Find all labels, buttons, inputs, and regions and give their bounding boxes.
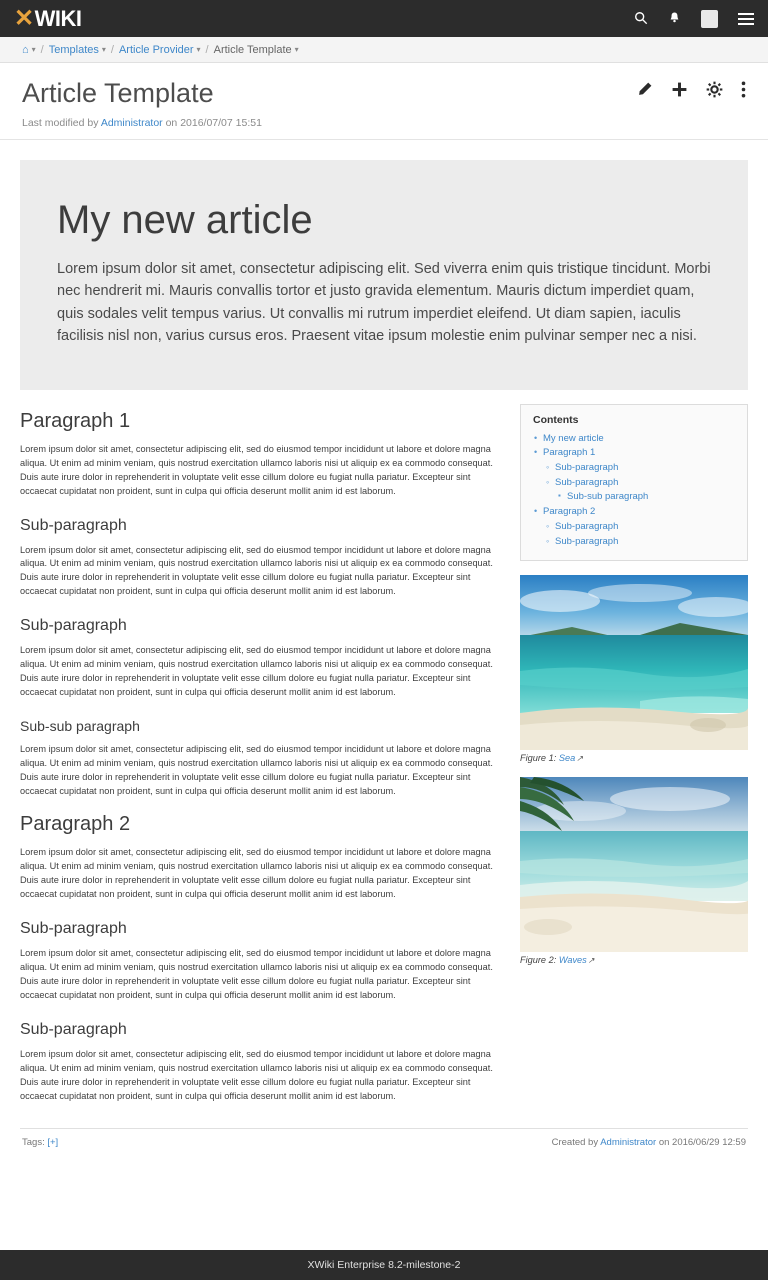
toc-item[interactable] [533,476,735,491]
document-icon[interactable] [701,10,718,28]
settings-gear-icon[interactable] [706,81,723,101]
logo-x-icon: ✕ [14,5,34,32]
figure-1-caption-link[interactable]: Sea [558,753,576,764]
figure-1-caption-prefix: Figure 1: [520,753,557,764]
page-meta-prefix: Last modified by [22,116,99,129]
breadcrumb-caret-0[interactable]: ▾ [31,45,36,54]
toc-item[interactable] [533,535,735,550]
heading-paragraph-1: Paragraph 1 [20,409,131,432]
figure-1-caption [520,753,748,763]
version-text: XWiki Enterprise 8.2-milestone-2 [307,1259,461,1271]
edit-pencil-icon[interactable] [636,81,653,101]
breadcrumb-separator-2: / [205,43,209,56]
waves-photo[interactable] [520,777,748,952]
breadcrumb-item-templates[interactable]: Templates [48,43,99,56]
breadcrumb-item-current: Article Template [213,43,292,56]
tags-area [22,1137,552,1148]
main-content-column [20,404,500,1119]
paragraph-body-6: Lorem ipsum dolor sit amet, consectetur adipiscing elit, sed do eiusmod tempor incididunt ut labore et dolore magna aliqua. Ut enim ad minim veniam, quis nostrud exercitation ullamco laboris nisi ut aliquip ex ea commodo consequat. Duis aute irure dolor in reprehenderit in voluptate velit esse cillum dolore eu fugiat nulla pariatur. Excepteur sint occaecat cupidatat non proident, sunt in culpa qui officia deserunt mollit anim id est laborum. [20,948,493,1001]
paragraph-body-2: Lorem ipsum dolor sit amet, consectetur adipiscing elit, sed do eiusmod tempor incididunt ut labore et dolore magna aliqua. Ut enim ad minim veniam, quis nostrud exercitation ullamco laboris nisi ut aliquip ex ea commodo consequat. Duis aute irure dolor in reprehenderit in voluptate velit esse cillum dolore eu fugiat nulla pariatur. Excepteur sint occaecat cupidatat non proident, sunt in culpa qui officia deserunt mollit anim id est laborum. [20,544,493,597]
document-footer [20,1128,748,1156]
search-icon[interactable] [634,11,648,27]
heading-paragraph-2: Paragraph 2 [20,813,131,836]
top-navigation-bar [0,0,768,37]
topbar-icon-group [634,10,754,28]
sidebar-column [520,404,748,1119]
figure-2-caption-prefix: Figure 2: [520,955,557,966]
hero-title: My new article [57,197,313,242]
notifications-bell-icon[interactable] [668,11,681,27]
toc-item[interactable] [533,505,735,520]
add-plus-icon[interactable] [671,81,688,101]
toc-link-7[interactable]: Sub-paragraph [555,535,619,547]
breadcrumb [0,37,768,63]
toc-item[interactable] [533,446,735,461]
toc-link-2[interactable]: Sub-paragraph [555,462,619,473]
breadcrumb-caret-2[interactable]: ▾ [196,45,201,54]
created-prefix: Created by [551,1137,599,1149]
heading-sub-paragraph-2: Sub-paragraph [20,617,127,635]
toc-item[interactable] [533,520,735,535]
paragraph-body-7: Lorem ipsum dolor sit amet, consectetur adipiscing elit, sed do eiusmod tempor incididunt ut labore et dolore magna aliqua. Ut enim ad minim veniam, quis nostrud exercitation ullamco laboris nisi ut aliquip ex ea commodo consequat. Duis aute irure dolor in reprehenderit in voluptate velit esse cillum dolore eu fugiat nulla pariatur. Excepteur sint occaecat cupidatat non proident, sunt in culpa qui officia deserunt mollit anim id est laborum. [20,1049,493,1102]
hero-text: Lorem ipsum dolor sit amet, consectetur adipiscing elit. Sed viverra enim quis tristique tincidunt. Morbi nec hendrerit mi. Mauris convallis tortor et justo gravida elementum. Mauris dictum imperdiet quam, quis sodales velit tempus varius. Ut convallis mi rutrum imperdiet eleifend. Ut diam sapien, iaculis facilisis nisl non, varius cursus eros. Praesent vitae ipsum molestie enim pulvinar semper nec a nisi. [57,260,711,345]
content-area [0,390,768,1119]
toc-link-0[interactable]: My new article [543,432,604,444]
created-suffix: on 2016/06/29 12:59 [658,1137,746,1149]
toc-item[interactable] [533,432,735,447]
logo-text: WIKI [34,5,82,31]
table-of-contents [520,404,748,562]
toc-link-5[interactable]: Paragraph 2 [543,506,596,518]
toc-list [533,432,735,550]
page-header [0,63,768,140]
breadcrumb-caret-3[interactable]: ▾ [294,45,299,54]
xwiki-logo[interactable] [14,4,82,33]
paragraph-body-1: Lorem ipsum dolor sit amet, consectetur adipiscing elit, sed do eiusmod tempor incididunt ut labore et dolore magna aliqua. Ut enim ad minim veniam, quis nostrud exercitation ullamco laboris nisi ut aliquip ex ea commodo consequat. Duis aute irure dolor in reprehenderit in voluptate velit esse cillum dolore eu fugiat nulla pariatur. Excepteur sint occaecat cupidatat non proident, sunt in culpa qui officia deserunt mollit anim id est laborum. [20,443,493,496]
paragraph-body-5: Lorem ipsum dolor sit amet, consectetur adipiscing elit, sed do eiusmod tempor incididunt ut labore et dolore magna aliqua. Ut enim ad minim veniam, quis nostrud exercitation ullamco laboris nisi ut aliquip ex ea commodo consequat. Duis aute irure dolor in reprehenderit in voluptate velit esse cillum dolore eu fugiat nulla pariatur. Excepteur sint occaecat cupidatat non proident, sunt in culpa qui officia deserunt mollit anim id est laborum. [20,847,493,900]
heading-sub-sub-paragraph: Sub-sub paragraph [20,718,140,735]
toc-item[interactable] [533,490,735,505]
tags-label: Tags: [22,1137,45,1149]
figure-2-caption-link[interactable]: Waves [558,955,587,966]
page-meta-author-link[interactable]: Administrator [100,116,163,129]
created-info [552,1137,746,1148]
paragraph-body-3: Lorem ipsum dolor sit amet, consectetur adipiscing elit, sed do eiusmod tempor incididunt ut labore et dolore magna aliqua. Ut enim ad minim veniam, quis nostrud exercitation ullamco laboris nisi ut aliquip ex ea commodo consequat. Duis aute irure dolor in reprehenderit in voluptate velit esse cillum dolore eu fugiat nulla pariatur. Excepteur sint occaecat cupidatat non proident, sunt in culpa qui officia deserunt mollit anim id est laborum. [20,645,493,698]
toc-link-4[interactable]: Sub-sub paragraph [567,491,649,503]
heading-sub-paragraph-4: Sub-paragraph [20,1021,127,1039]
page-meta-suffix: on 2016/07/07 15:51 [165,116,262,129]
toc-title: Contents [533,413,579,426]
breadcrumb-caret-1[interactable]: ▾ [101,45,106,54]
figure-1 [520,575,748,763]
version-footer-bar [0,1250,768,1280]
page-meta [22,117,746,129]
figure-2-caption [520,955,748,965]
page-title: Article Template [22,78,214,108]
sea-photo[interactable] [520,575,748,750]
figure-2 [520,777,748,965]
toc-link-3[interactable]: Sub-paragraph [555,476,619,488]
page-actions [636,81,746,101]
paragraph-body-4: Lorem ipsum dolor sit amet, consectetur adipiscing elit, sed do eiusmod tempor incididunt ut labore et dolore magna aliqua. Ut enim ad minim veniam, quis nostrud exercitation ullamco laboris nisi ut aliquip ex ea commodo consequat. Duis aute irure dolor in reprehenderit in voluptate velit esse cillum dolore eu fugiat nulla pariatur. Excepteur sint occaecat cupidatat non proident, sunt in culpa qui officia deserunt mollit anim id est laborum. [20,744,493,797]
external-link-icon: ↗ [576,754,583,764]
more-options-icon[interactable] [741,81,746,101]
toc-item[interactable] [533,461,735,476]
tags-toggle[interactable]: [+] [47,1137,59,1149]
toc-link-1[interactable]: Paragraph 1 [543,447,596,459]
hero-banner [20,160,748,390]
breadcrumb-separator-0: / [40,43,44,56]
created-author-link[interactable]: Administrator [600,1137,657,1149]
toc-link-6[interactable]: Sub-paragraph [555,520,619,532]
heading-sub-paragraph-3: Sub-paragraph [20,920,127,938]
menu-icon[interactable] [738,13,754,25]
breadcrumb-item-article-provider[interactable]: Article Provider [118,43,194,56]
external-link-icon: ↗ [587,956,595,966]
heading-sub-paragraph-1: Sub-paragraph [20,516,127,534]
breadcrumb-separator-1: / [110,43,114,56]
home-icon[interactable]: ⌂ [22,43,29,56]
